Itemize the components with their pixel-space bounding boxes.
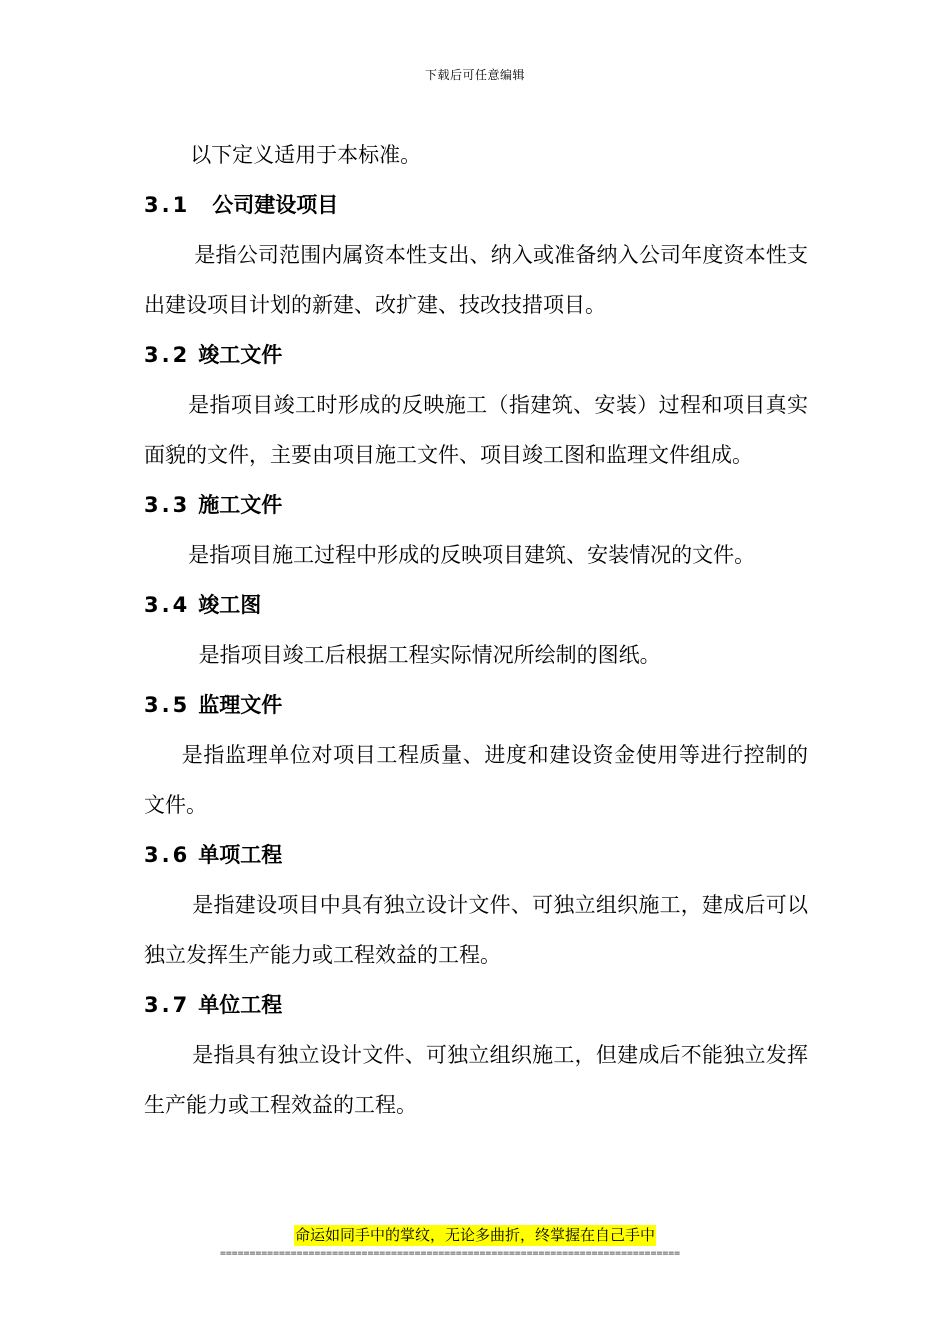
section-number: 3.4	[144, 593, 191, 617]
section-heading	[144, 580, 808, 630]
section-3-6	[144, 830, 808, 980]
section-heading	[144, 980, 808, 1030]
section-heading	[144, 830, 808, 880]
section-heading	[144, 180, 808, 230]
section-number: 3.7	[144, 993, 191, 1017]
section-title: 监理文件	[198, 693, 283, 717]
sections-list	[144, 180, 808, 1130]
section-body: 是指建设项目中具有独立设计文件、可独立组织施工，建成后可以独立发挥生产能力或工程效益的工程。	[144, 893, 808, 967]
section-number: 3.1	[144, 193, 191, 217]
section-3-7	[144, 980, 808, 1130]
section-title: 竣工图	[198, 593, 262, 617]
intro-paragraph: 以下定义适用于本标准。	[190, 143, 422, 167]
section-body: 是指项目竣工后根据工程实际情况所绘制的图纸。	[198, 643, 661, 667]
footer	[0, 1225, 950, 1246]
section-3-4	[144, 580, 808, 680]
section-number: 3.6	[144, 843, 191, 867]
section-title: 单位工程	[198, 993, 283, 1017]
section-heading	[144, 480, 808, 530]
section-title: 单项工程	[198, 843, 283, 867]
footer-quote: 命运如同手中的掌纹，无论多曲折，终掌握在自己手中	[294, 1226, 655, 1244]
section-title: 竣工文件	[198, 343, 283, 367]
section-title: 施工文件	[198, 493, 283, 517]
footer-rule: ==============================================================================	[220, 1248, 681, 1259]
section-number: 3.3	[144, 493, 191, 517]
section-heading	[144, 680, 808, 730]
section-3-1	[144, 180, 808, 330]
section-heading	[144, 330, 808, 380]
section-body: 是指监理单位对项目工程质量、进度和建设资金使用等进行控制的文件。	[144, 743, 808, 817]
section-body: 是指具有独立设计文件、可独立组织施工，但建成后不能独立发挥生产能力或工程效益的工程。	[144, 1043, 808, 1117]
section-number: 3.2	[144, 343, 191, 367]
section-3-2	[144, 330, 808, 480]
section-3-3	[144, 480, 808, 580]
section-3-5	[144, 680, 808, 830]
section-body: 是指公司范围内属资本性支出、纳入或准备纳入公司年度资本性支出建设项目计划的新建、改扩建、技改技措项目。	[144, 243, 808, 317]
section-body: 是指项目竣工时形成的反映施工（指建筑、安装）过程和项目真实面貌的文件，主要由项目施工文件、项目竣工图和监理文件组成。	[144, 393, 808, 467]
section-body: 是指项目施工过程中形成的反映项目建筑、安装情况的文件。	[188, 543, 756, 567]
section-number: 3.5	[144, 693, 191, 717]
document-body	[144, 130, 808, 1130]
page-header: 下载后可任意编辑	[424, 68, 525, 82]
section-title: 公司建设项目	[212, 193, 339, 217]
